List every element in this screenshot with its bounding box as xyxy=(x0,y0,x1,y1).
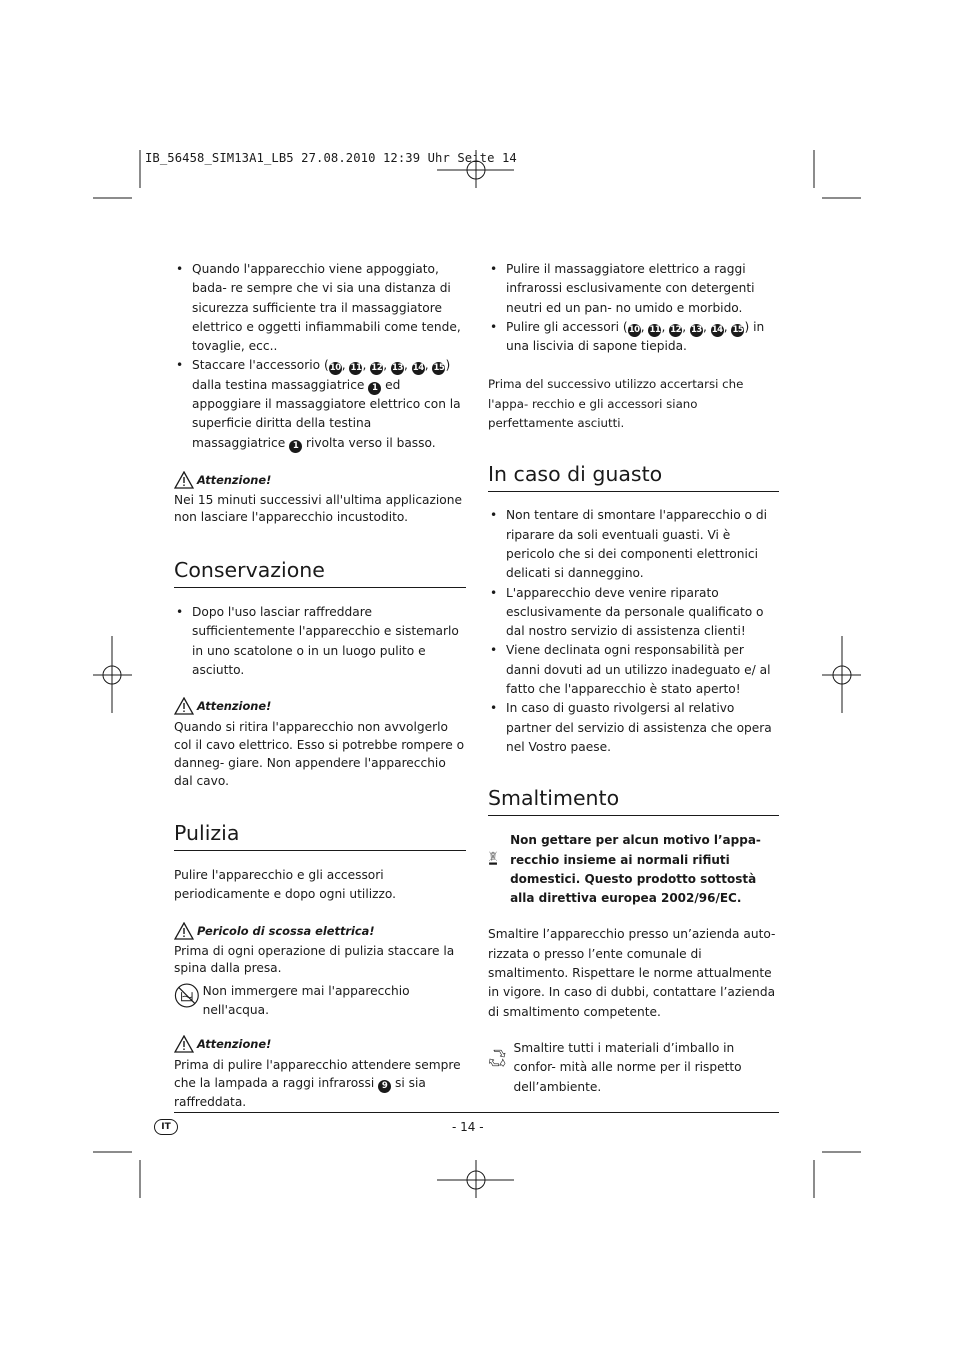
marker-accessory: 11 xyxy=(350,363,362,374)
footer-divider xyxy=(174,1112,779,1113)
marker-accessory: 15 xyxy=(732,324,744,335)
print-slug: IB_56458_SIM13A1_LB5 27.08.2010 12:39 Uhr Seite 14 xyxy=(145,151,517,165)
warning-label: Attenzione! xyxy=(197,472,272,487)
marker-accessory: 11 xyxy=(649,324,661,335)
warning-heading xyxy=(174,471,466,489)
section-title-conservazione: Conservazione xyxy=(174,557,466,588)
left-column xyxy=(174,260,466,1111)
list-item: • Quando l'apparecchio viene appoggiato, bada- re sempre che vi sia una distanza di sicurezza sufficiente tra il massaggiatore elettrico e oggetti infiammabili come tende, tovaglie, ecc.. xyxy=(174,260,466,356)
warning-heading xyxy=(174,697,466,715)
warning-label: Pericolo di scossa elettrica! xyxy=(197,923,375,938)
marker-accessory: 12 xyxy=(371,363,383,374)
weee-text: Non gettare per alcun motivo l’appa- recchio insieme ai normali rifiuti domestici. Questo prodotto sottostà alla direttiva europea 2002/96/EC. xyxy=(510,833,761,906)
warning-text: Quando si ritira l'apparecchio non avvolgerlo col il cavo elettrico. Esso si potrebbe rompere o danneg- giare. Non appendere l'apparecchio dal cavo. xyxy=(174,720,465,789)
section-title-pulizia: Pulizia xyxy=(174,820,466,851)
no-immerse-row xyxy=(174,982,466,1021)
recycle-icon xyxy=(488,1039,507,1077)
warning-heading xyxy=(174,1035,466,1053)
section-title-smaltimento: Smaltimento xyxy=(488,785,779,816)
marker-accessory: 14 xyxy=(711,324,723,335)
marker-accessory: 13 xyxy=(691,324,702,335)
warning-text: Prima di pulire l'apparecchio attendere sempre che la lampada a raggi infrarossi 9 si sia raffreddata. xyxy=(174,1058,461,1110)
list-item: • L'apparecchio deve venire riparato esclusivamente da personale qualificato o dal nostro servizio di assistenza clienti! xyxy=(488,584,779,642)
marker-accessory: 10 xyxy=(628,324,640,335)
marker-head: 1 xyxy=(368,382,381,395)
marker-accessory: 10 xyxy=(329,363,341,374)
dispose-text: Smaltire l’apparecchio presso un’azienda auto- rizzata o presso l’ente comunale di smaltimento. Rispettare le norme attualmente in vigore. In caso di dubbi, contattare l’azienda di smaltimento competente. xyxy=(488,927,776,1019)
recycle-text: Smaltire tutti i materiali d’imballo in confor- mità alle norme per il rispetto dell’ambiente. xyxy=(513,1040,742,1094)
guasto-bullet-list xyxy=(488,506,779,757)
list-item: • Pulire il massaggiatore elettrico a raggi infrarossi esclusivamente con detergenti neutri ed un pan- no umido e morbido. xyxy=(488,260,779,318)
section-title-guasto: In caso di guasto xyxy=(488,461,779,492)
marker-accessory: 14 xyxy=(412,363,424,374)
list-item: • Non tentare di smontare l'apparecchio o di riparare da soli eventuali guasti. Vi è pericolo che si dei componenti elettronici delicati si danneggino. xyxy=(488,506,779,583)
pulizia-text: Pulire l'apparecchio e gli accessori periodicamente e dopo ogni utilizzo. xyxy=(174,868,397,902)
marker-lamp: 9 xyxy=(378,1080,391,1093)
list-item: • Dopo l'uso lasciar raffreddare sufficientemente l'apparecchio e sistemarlo in uno scatolone o in un luogo pulito e asciutto. xyxy=(174,603,466,680)
right-column xyxy=(488,260,779,1097)
crossed-bin-icon xyxy=(488,831,498,885)
list-item: • Pulire gli accessori (10, 11, 12, 13, 14, 15) in una liscivia di sapone tiepida. xyxy=(488,318,779,357)
warning-triangle-icon xyxy=(174,697,194,715)
intro-bullet-list xyxy=(174,260,466,453)
list-item: • Viene declinata ogni responsabilità per danni dovuti ad un utilizzo inadeguato e/ al fatto che l'apparecchio è stato aperto! xyxy=(488,641,779,699)
page-number: - 14 - xyxy=(452,1120,484,1134)
warning-label: Attenzione! xyxy=(197,1037,272,1052)
list-item: • In caso di guasto rivolgersi al relativo partner del servizio di assistenza che opera nel Vostro paese. xyxy=(488,699,779,757)
warning-heading xyxy=(174,922,466,940)
no-immerse-text: Non immergere mai l'apparecchio nell'acqua. xyxy=(202,983,410,1018)
marker-accessory: 13 xyxy=(392,363,403,374)
warning-triangle-icon xyxy=(174,922,194,940)
no-water-icon xyxy=(174,982,200,1009)
warning-triangle-icon xyxy=(174,1035,194,1053)
cleaning-bullet-list xyxy=(488,260,779,356)
marker-accessory: 12 xyxy=(670,324,682,335)
marker-accessory: 15 xyxy=(433,363,445,374)
marker-head: 1 xyxy=(289,440,302,453)
language-badge: IT xyxy=(154,1119,178,1135)
warning-label: Attenzione! xyxy=(197,699,272,714)
conservazione-list xyxy=(174,603,466,680)
list-item: • Staccare l'accessorio (10, 11, 12, 13, 14, 15) dalla testina massaggiatrice 1 ed appoggiare il massaggiatore elettrico con la superficie diritta della testina massaggiatrice 1 rivolta verso il basso. xyxy=(174,356,466,452)
warning-triangle-icon xyxy=(174,471,194,489)
warning-text: Prima di ogni operazione di pulizia staccare la spina dalla presa. xyxy=(174,943,455,976)
weee-block xyxy=(488,831,779,908)
dry-text: Prima del successivo utilizzo accertarsi che l'appa- recchio e gli accessori siano perfettamente asciutti. xyxy=(488,377,744,431)
warning-text: Nei 15 minuti successivi all'ultima applicazione non lasciare l'apparecchio incustodito. xyxy=(174,492,462,525)
recycle-block xyxy=(488,1039,779,1097)
